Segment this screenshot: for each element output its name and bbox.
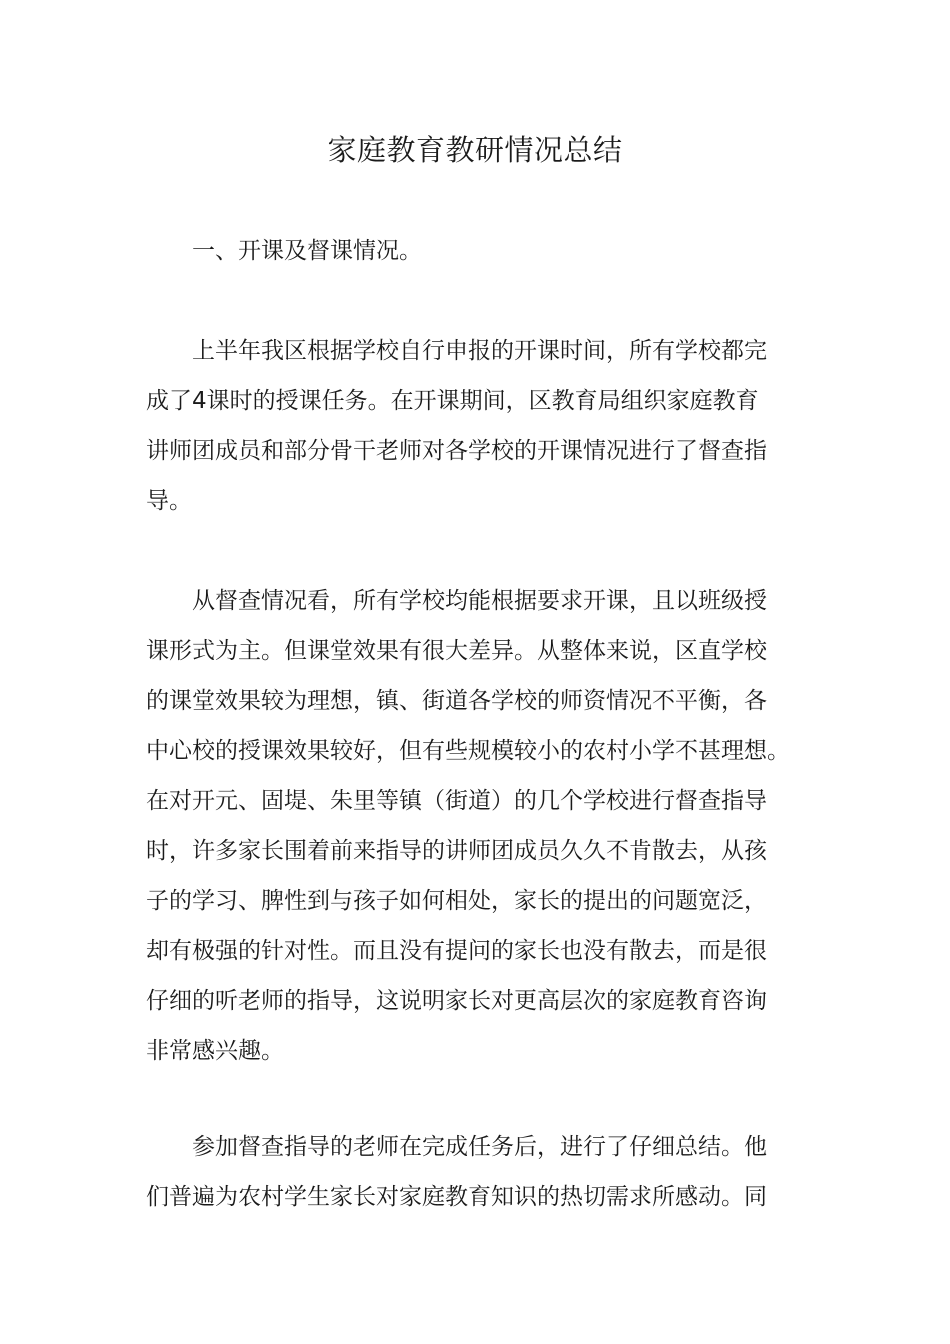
paragraph-3 (146, 1122, 806, 1222)
paragraph-line: 参加督查指导的老师在完成任务后，进行了仔细总结。他 (192, 1134, 767, 1160)
paragraph-line: 的课堂效果较为理想，镇、街道各学校的师资情况不平衡，各 (146, 688, 767, 714)
paragraph-line: 们普遍为农村学生家长对家庭教育知识的热切需求所感动。同 (146, 1184, 767, 1210)
paragraph-line: 却有极强的针对性。而且没有提问的家长也没有散去，而是很 (146, 938, 767, 964)
paragraph-line: 在对开元、固堤、朱里等镇（街道）的几个学校进行督查指导 (146, 788, 767, 814)
paragraph-2 (146, 576, 806, 1076)
paragraph-line: 子的学习、脾性到与孩子如何相处，家长的提出的问题宽泛， (146, 888, 767, 914)
paragraph-line: 导。 (146, 488, 192, 514)
paragraph-line: 课形式为主。但课堂效果有很大差异。从整体来说，区直学校 (146, 638, 767, 664)
section-heading-text: 一、开课及督课情况。 (192, 238, 422, 264)
paragraph-line: 成了4课时的授课任务。在开课期间，区教育局组织家庭教育 (146, 388, 759, 414)
paragraph-line: 时，许多家长围着前来指导的讲师团成员久久不肯散去，从孩 (146, 838, 767, 864)
paragraph-1 (146, 326, 806, 526)
paragraph-line: 从督查情况看，所有学校均能根据要求开课，且以班级授 (192, 588, 767, 614)
paragraph-line: 仔细的听老师的指导，这说明家长对更高层次的家庭教育咨询 (146, 988, 767, 1014)
document-title: 家庭教育教研情况总结 (327, 133, 623, 167)
paragraph-line: 非常感兴趣。 (146, 1038, 284, 1064)
section-heading (146, 226, 806, 276)
paragraph-line: 上半年我区根据学校自行申报的开课时间，所有学校都完 (192, 338, 767, 364)
paragraph-line: 中心校的授课效果较好，但有些规模较小的农村小学不甚理想。 (146, 738, 790, 764)
paragraph-line: 讲师团成员和部分骨干老师对各学校的开课情况进行了督查指 (146, 438, 767, 464)
